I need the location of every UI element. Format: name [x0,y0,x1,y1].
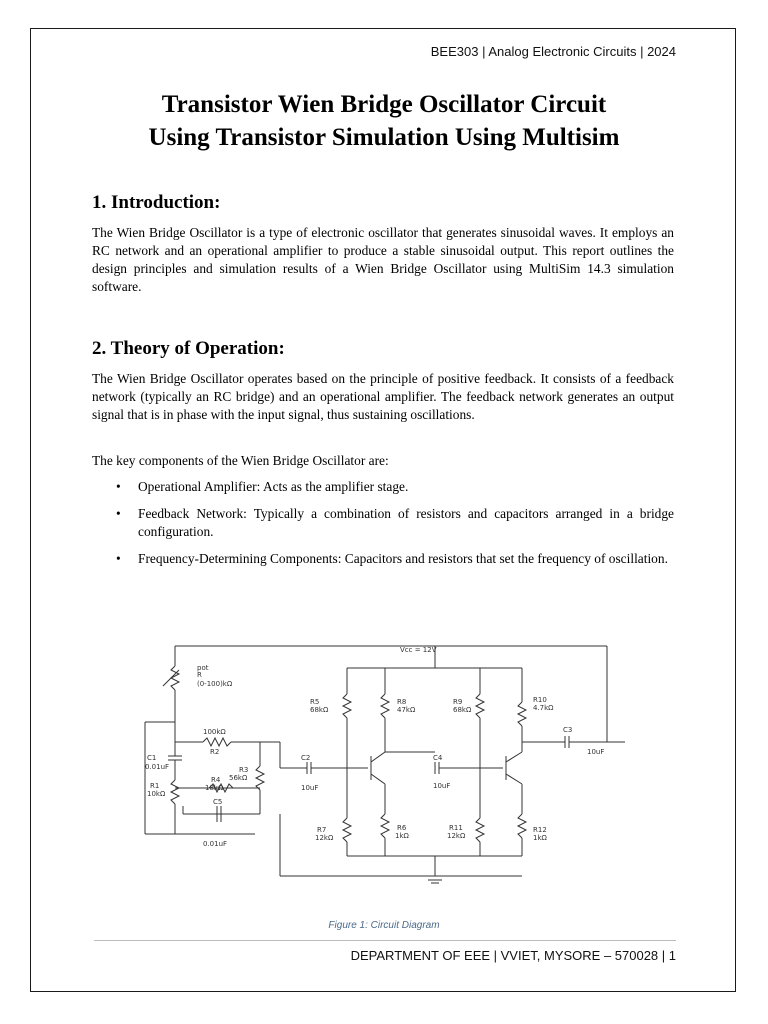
label-c3-name: C3 [563,726,573,734]
bullet-icon: • [116,506,121,521]
label-r1-value: 10kΩ [147,790,166,798]
label-r12-name: R12 [533,826,547,834]
label-c1-name: C1 [147,754,157,762]
label-r10-name: R10 [533,696,547,704]
components-intro: The key components of the Wien Bridge Oscillator are: [92,453,389,468]
label-pot-value: (0-100)kΩ [197,680,233,688]
label-r2-value: 100kΩ [203,728,226,736]
label-c1-value: 0.01uF [145,763,170,771]
figure-caption: Figure 1: Circuit Diagram [328,920,440,931]
section-heading-theory: 2. Theory of Operation: [92,338,285,359]
list-item: • Feedback Network: Typically a combination of resistors and capacitors arranged in a bridge configuration. [116,506,674,539]
label-c5-value: 0.01uF [203,840,228,848]
label-vcc: Vcc = 12V [400,646,437,654]
title-line-2: Using Transistor Simulation Using Multisim [148,124,620,151]
label-r7-name: R7 [317,826,327,834]
page-header: BEE303 | Analog Electronic Circuits | 2024 [430,44,676,59]
label-r5-value: 68kΩ [310,706,329,714]
title-line-1: Transistor Wien Bridge Oscillator Circuit [161,91,607,118]
label-r4-value: 18kΩ [205,784,224,792]
circuit-diagram [135,636,635,886]
label-r6-name: R6 [397,824,407,832]
label-r8-value: 47kΩ [397,706,416,714]
label-r1-name: R1 [150,782,160,790]
label-pot-ref: R [197,671,202,679]
label-r5-name: R5 [310,698,320,706]
label-r4-name: R4 [211,776,221,784]
document-title [60,88,708,154]
label-c3-value: 10uF [587,748,605,756]
list-item: • Operational Amplifier: Acts as the amplifier stage. [116,479,409,494]
components-list [92,478,674,577]
bullet-icon: • [116,479,121,494]
label-r6-value: 1kΩ [395,832,409,840]
label-c4-name: C4 [433,754,443,762]
label-r11-value: 12kΩ [447,832,466,840]
label-r7-value: 12kΩ [315,834,334,842]
theory-paragraph: The Wien Bridge Oscillator operates based on the principle of positive feedback. It consists of a feedback network (typically an RC bridge) and an operational amplifier. The feedback network generates an output signal that is in phase with the input signal, thus sustaining oscillations. [92,371,674,422]
label-c5-name: C5 [213,798,223,806]
label-r9-name: R9 [453,698,463,706]
label-c4-value: 10uF [433,782,451,790]
label-r3-value: 56kΩ [229,774,248,782]
label-r10-value: 4.7kΩ [533,704,554,712]
bullet-icon: • [116,551,121,566]
label-r12-value: 1kΩ [533,834,547,842]
list-item: • Frequency-Determining Components: Capacitors and resistors that set the frequency of oscillation. [116,551,668,566]
label-c2-name: C2 [301,754,311,762]
label-r3-name: R3 [239,766,249,774]
label-c2-value: 10uF [301,784,319,792]
label-r2-name: R2 [210,748,220,756]
page-footer: DEPARTMENT OF EEE | VVIET, MYSORE – 570028 | 1 [350,948,676,963]
label-r8-name: R8 [397,698,407,706]
label-r9-value: 68kΩ [453,706,472,714]
label-pot-name: pot [197,664,209,672]
section-heading-introduction: 1. Introduction: [92,192,221,213]
introduction-paragraph: The Wien Bridge Oscillator is a type of electronic oscillator that generates sinusoidal waves. It employs an RC network and an operational amplifier to produce a stable sinusoidal output. This report outlines the design principles and simulation results of a Wien Bridge Oscillator using MultiSim 14.3 simulation software. [92,225,674,294]
label-r11-name: R11 [449,824,463,832]
footer-divider [94,940,676,941]
